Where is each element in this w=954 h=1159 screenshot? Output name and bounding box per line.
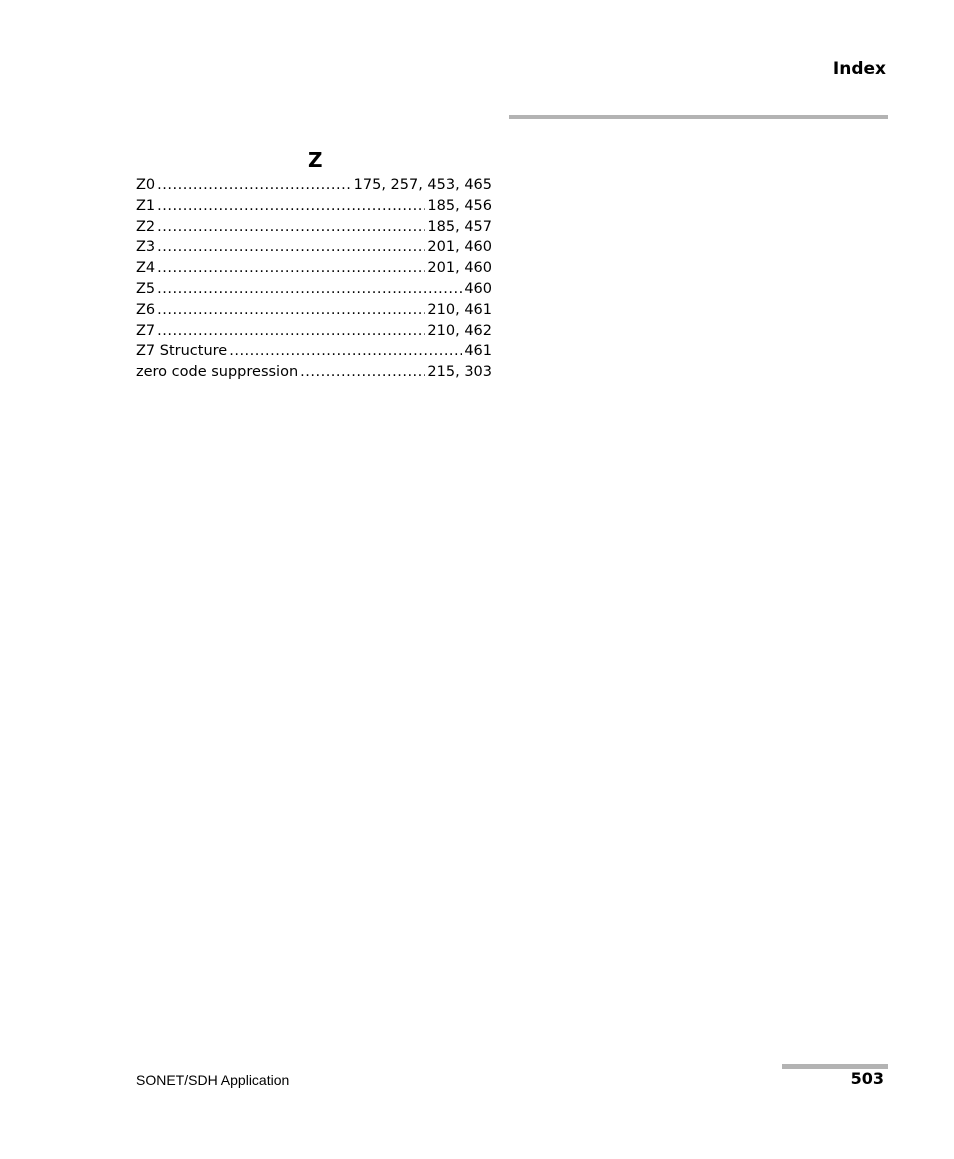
- index-entry: [136, 321, 492, 342]
- index-page-refs: 185, 457: [427, 218, 492, 235]
- dot-leader: [157, 196, 425, 217]
- index-page-refs: 201, 460: [427, 239, 492, 256]
- index-term: Z2: [136, 218, 156, 235]
- index-term: Z4: [136, 260, 156, 277]
- index-entry-list: [136, 175, 492, 383]
- index-term: Z5: [136, 280, 156, 297]
- index-page-refs: 201, 460: [427, 260, 492, 277]
- footer-document-title: SONET/SDH Application: [136, 1072, 290, 1088]
- dot-leader: [157, 217, 425, 238]
- page-number: 503: [850, 1069, 884, 1088]
- index-term: Z1: [136, 197, 156, 214]
- index-entry: [136, 196, 492, 217]
- index-entry: [136, 300, 492, 321]
- dot-leader: [157, 279, 462, 300]
- index-term: Z7: [136, 322, 156, 339]
- index-entry: [136, 237, 492, 258]
- index-entry: [136, 258, 492, 279]
- dot-leader: [157, 175, 351, 196]
- index-section-letter: Z: [308, 148, 323, 172]
- index-page-refs: 460: [464, 280, 492, 297]
- dot-leader: [157, 237, 425, 258]
- dot-leader: [157, 258, 425, 279]
- index-page-refs: 215, 303: [427, 364, 492, 381]
- index-page-refs: 175, 257, 453, 465: [353, 177, 492, 193]
- dot-leader: [157, 321, 425, 342]
- dot-leader: [229, 341, 462, 362]
- index-entry: [136, 362, 492, 383]
- index-term: Z0: [136, 177, 156, 193]
- dot-leader: [157, 300, 425, 321]
- index-term: zero code suppression: [136, 364, 299, 381]
- index-page-refs: 210, 462: [427, 322, 492, 339]
- index-term: Z6: [136, 301, 156, 318]
- index-page-refs: 210, 461: [427, 301, 492, 318]
- page-header-title: Index: [832, 59, 886, 79]
- index-entry: [136, 217, 492, 238]
- index-term: Z7 Structure: [136, 343, 228, 360]
- index-entry: [136, 341, 492, 362]
- index-term: Z3: [136, 239, 156, 256]
- header-divider: [509, 115, 888, 119]
- index-page-refs: 461: [464, 343, 492, 360]
- index-page-refs: 185, 456: [427, 197, 492, 214]
- index-entry: [136, 279, 492, 300]
- dot-leader: [300, 362, 425, 383]
- index-entry: [136, 175, 492, 196]
